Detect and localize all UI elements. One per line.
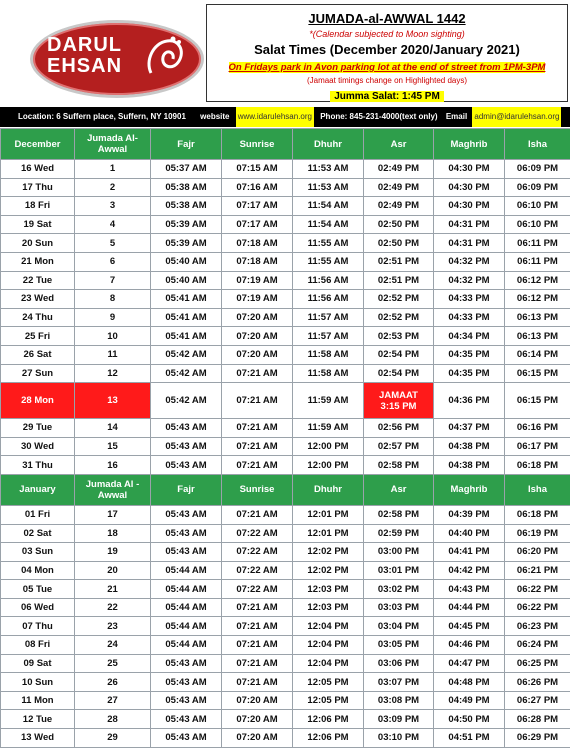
dhuhr-cell: 12:05 PM <box>293 691 364 710</box>
hijri-day-cell: 3 <box>75 197 151 216</box>
calligraphy-icon <box>143 33 187 81</box>
table-row <box>1 456 570 475</box>
column-header-isha: Isha <box>505 474 570 505</box>
isha-cell: 06:28 PM <box>505 710 570 729</box>
hijri-day-cell: 10 <box>75 327 151 346</box>
month-header: December <box>1 129 75 160</box>
email-label: Email <box>445 112 468 121</box>
isha-cell: 06:09 PM <box>505 160 570 179</box>
date-cell: 07 Thu <box>1 617 75 636</box>
location-text: Location: 6 Suffern place, Suffern, NY 10901 <box>18 112 186 121</box>
hijri-day-cell: 11 <box>75 345 151 364</box>
fajr-cell: 05:44 AM <box>151 617 222 636</box>
table-row <box>1 598 570 617</box>
sunrise-cell: 07:20 AM <box>222 710 293 729</box>
hijri-day-cell: 12 <box>75 364 151 383</box>
fajr-cell: 05:43 AM <box>151 673 222 692</box>
dhuhr-cell: 12:00 PM <box>293 437 364 456</box>
date-cell: 28 Mon <box>1 383 75 419</box>
sunrise-cell: 07:16 AM <box>222 178 293 197</box>
sunrise-cell: 07:21 AM <box>222 617 293 636</box>
isha-cell: 06:24 PM <box>505 636 570 655</box>
asr-cell: 02:53 PM <box>364 327 434 346</box>
asr-cell: 02:50 PM <box>364 234 434 253</box>
fajr-cell: 05:42 AM <box>151 383 222 419</box>
hijri-day-cell: 18 <box>75 524 151 543</box>
hijri-day-cell: 24 <box>75 636 151 655</box>
website-label: website <box>200 112 230 121</box>
isha-cell: 06:21 PM <box>505 561 570 580</box>
column-header-sunrise: Sunrise <box>222 474 293 505</box>
dhuhr-cell: 12:04 PM <box>293 654 364 673</box>
table-row <box>1 729 570 748</box>
table-row <box>1 160 570 179</box>
dhuhr-cell: 11:58 AM <box>293 364 364 383</box>
fajr-cell: 05:41 AM <box>151 308 222 327</box>
sunrise-cell: 07:18 AM <box>222 234 293 253</box>
asr-cell: 02:51 PM <box>364 252 434 271</box>
sunrise-cell: 07:17 AM <box>222 215 293 234</box>
hijri-day-cell: 19 <box>75 543 151 562</box>
sunrise-cell: 07:21 AM <box>222 364 293 383</box>
date-cell: 23 Wed <box>1 290 75 309</box>
dhuhr-cell: 12:01 PM <box>293 505 364 524</box>
hijri-day-cell: 14 <box>75 419 151 438</box>
asr-cell: 02:57 PM <box>364 437 434 456</box>
hijri-header: Jumada Al-Awwal <box>75 129 151 160</box>
table-row <box>1 543 570 562</box>
table-row <box>1 437 570 456</box>
table-row <box>1 271 570 290</box>
maghrib-cell: 04:32 PM <box>434 252 505 271</box>
dhuhr-cell: 12:02 PM <box>293 561 364 580</box>
maghrib-cell: 04:43 PM <box>434 580 505 599</box>
hijri-day-cell: 25 <box>75 654 151 673</box>
fajr-cell: 05:40 AM <box>151 252 222 271</box>
isha-cell: 06:26 PM <box>505 673 570 692</box>
isha-cell: 06:13 PM <box>505 308 570 327</box>
sunrise-cell: 07:20 AM <box>222 691 293 710</box>
date-cell: 18 Fri <box>1 197 75 216</box>
table-row <box>1 617 570 636</box>
dhuhr-cell: 11:53 AM <box>293 178 364 197</box>
column-header-maghrib: Maghrib <box>434 474 505 505</box>
maghrib-cell: 04:30 PM <box>434 160 505 179</box>
hijri-day-cell: 9 <box>75 308 151 327</box>
isha-cell: 06:25 PM <box>505 654 570 673</box>
fajr-cell: 05:43 AM <box>151 505 222 524</box>
sunrise-cell: 07:21 AM <box>222 383 293 419</box>
asr-cell: 02:58 PM <box>364 505 434 524</box>
sunrise-cell: 07:21 AM <box>222 654 293 673</box>
maghrib-cell: 04:36 PM <box>434 383 505 419</box>
isha-cell: 06:22 PM <box>505 580 570 599</box>
fajr-cell: 05:39 AM <box>151 215 222 234</box>
dhuhr-cell: 11:59 AM <box>293 383 364 419</box>
column-header-dhuhr: Dhuhr <box>293 474 364 505</box>
prayer-times-table <box>0 128 570 748</box>
isha-cell: 06:17 PM <box>505 437 570 456</box>
date-cell: 13 Wed <box>1 729 75 748</box>
table-row <box>1 252 570 271</box>
sunrise-cell: 07:21 AM <box>222 419 293 438</box>
sunrise-cell: 07:20 AM <box>222 308 293 327</box>
date-cell: 21 Mon <box>1 252 75 271</box>
maghrib-cell: 04:31 PM <box>434 215 505 234</box>
sunrise-cell: 07:22 AM <box>222 580 293 599</box>
column-header-fajr: Fajr <box>151 129 222 160</box>
date-cell: 06 Wed <box>1 598 75 617</box>
column-header-fajr: Fajr <box>151 474 222 505</box>
date-cell: 02 Sat <box>1 524 75 543</box>
maghrib-cell: 04:48 PM <box>434 673 505 692</box>
salat-times-subtitle: Salat Times (December 2020/January 2021) <box>254 42 520 57</box>
sunrise-cell: 07:17 AM <box>222 197 293 216</box>
isha-cell: 06:14 PM <box>505 345 570 364</box>
jumma-salat-time: Jumma Salat: 1:45 PM <box>330 91 444 102</box>
column-header-sunrise: Sunrise <box>222 129 293 160</box>
asr-cell: 02:49 PM <box>364 160 434 179</box>
table-row <box>1 345 570 364</box>
fajr-cell: 05:43 AM <box>151 543 222 562</box>
table-row <box>1 178 570 197</box>
hijri-day-cell: 29 <box>75 729 151 748</box>
maghrib-cell: 04:38 PM <box>434 456 505 475</box>
sunrise-cell: 07:21 AM <box>222 636 293 655</box>
hijri-day-cell: 5 <box>75 234 151 253</box>
maghrib-cell: 04:35 PM <box>434 345 505 364</box>
logo-line1: DARUL <box>47 34 122 56</box>
fajr-cell: 05:38 AM <box>151 178 222 197</box>
fajr-cell: 05:43 AM <box>151 729 222 748</box>
asr-cell: 03:07 PM <box>364 673 434 692</box>
fajr-cell: 05:43 AM <box>151 456 222 475</box>
fajr-cell: 05:37 AM <box>151 160 222 179</box>
date-cell: 01 Fri <box>1 505 75 524</box>
hijri-day-cell: 4 <box>75 215 151 234</box>
info-bar <box>0 107 570 127</box>
hijri-day-cell: 6 <box>75 252 151 271</box>
date-cell: 24 Thu <box>1 308 75 327</box>
dhuhr-cell: 11:53 AM <box>293 160 364 179</box>
fajr-cell: 05:40 AM <box>151 271 222 290</box>
fajr-cell: 05:43 AM <box>151 710 222 729</box>
table-row <box>1 673 570 692</box>
isha-cell: 06:23 PM <box>505 617 570 636</box>
darul-ehsan-logo <box>30 20 204 98</box>
date-cell: 31 Thu <box>1 456 75 475</box>
sunrise-cell: 07:18 AM <box>222 252 293 271</box>
fajr-cell: 05:43 AM <box>151 524 222 543</box>
dhuhr-cell: 12:03 PM <box>293 598 364 617</box>
isha-cell: 06:13 PM <box>505 327 570 346</box>
asr-cell: 03:10 PM <box>364 729 434 748</box>
asr-cell: 03:06 PM <box>364 654 434 673</box>
fajr-cell: 05:44 AM <box>151 636 222 655</box>
date-cell: 04 Mon <box>1 561 75 580</box>
maghrib-cell: 04:33 PM <box>434 308 505 327</box>
sunrise-cell: 07:21 AM <box>222 598 293 617</box>
dhuhr-cell: 11:57 AM <box>293 308 364 327</box>
sunrise-cell: 07:15 AM <box>222 160 293 179</box>
date-cell: 17 Thu <box>1 178 75 197</box>
isha-cell: 06:15 PM <box>505 383 570 419</box>
date-cell: 22 Tue <box>1 271 75 290</box>
asr-cell: 03:08 PM <box>364 691 434 710</box>
sunrise-cell: 07:21 AM <box>222 505 293 524</box>
asr-cell: 02:51 PM <box>364 271 434 290</box>
fajr-cell: 05:41 AM <box>151 290 222 309</box>
isha-cell: 06:09 PM <box>505 178 570 197</box>
hijri-day-cell: 17 <box>75 505 151 524</box>
isha-cell: 06:10 PM <box>505 215 570 234</box>
dhuhr-cell: 12:01 PM <box>293 524 364 543</box>
maghrib-cell: 04:44 PM <box>434 598 505 617</box>
date-cell: 25 Fri <box>1 327 75 346</box>
jamaat-timing-note: (Jamaat timings change on Highlighted days) <box>306 76 468 85</box>
date-cell: 20 Sun <box>1 234 75 253</box>
fajr-cell: 05:43 AM <box>151 419 222 438</box>
fajr-cell: 05:44 AM <box>151 580 222 599</box>
column-header-dhuhr: Dhuhr <box>293 129 364 160</box>
sunrise-cell: 07:22 AM <box>222 524 293 543</box>
date-cell: 12 Tue <box>1 710 75 729</box>
table-row <box>1 580 570 599</box>
maghrib-cell: 04:30 PM <box>434 197 505 216</box>
maghrib-cell: 04:41 PM <box>434 543 505 562</box>
maghrib-cell: 04:40 PM <box>434 524 505 543</box>
hijri-day-cell: 8 <box>75 290 151 309</box>
website-link[interactable]: www.idarulehsan.org <box>236 107 314 127</box>
maghrib-cell: 04:51 PM <box>434 729 505 748</box>
dhuhr-cell: 11:55 AM <box>293 252 364 271</box>
maghrib-cell: 04:33 PM <box>434 290 505 309</box>
isha-cell: 06:18 PM <box>505 505 570 524</box>
asr-cell: 02:49 PM <box>364 197 434 216</box>
email-link[interactable]: admin@idarulehsan.org <box>472 107 561 127</box>
hijri-day-cell: 20 <box>75 561 151 580</box>
isha-cell: 06:19 PM <box>505 524 570 543</box>
dhuhr-cell: 12:06 PM <box>293 729 364 748</box>
table-row <box>1 419 570 438</box>
date-cell: 26 Sat <box>1 345 75 364</box>
sunrise-cell: 07:19 AM <box>222 271 293 290</box>
maghrib-cell: 04:38 PM <box>434 437 505 456</box>
isha-cell: 06:18 PM <box>505 456 570 475</box>
asr-cell: 02:52 PM <box>364 308 434 327</box>
dhuhr-cell: 11:55 AM <box>293 234 364 253</box>
maghrib-cell: 04:34 PM <box>434 327 505 346</box>
asr-cell: 02:54 PM <box>364 345 434 364</box>
moon-sighting-note: *(Calendar subjected to Moon sighting) <box>309 29 465 39</box>
title-box <box>206 4 568 102</box>
hijri-day-cell: 16 <box>75 456 151 475</box>
isha-cell: 06:11 PM <box>505 234 570 253</box>
sunrise-cell: 07:21 AM <box>222 437 293 456</box>
table-row <box>1 234 570 253</box>
hijri-month-title: JUMADA-al-AWWAL 1442 <box>308 11 466 26</box>
date-cell: 27 Sun <box>1 364 75 383</box>
maghrib-cell: 04:39 PM <box>434 505 505 524</box>
isha-cell: 06:12 PM <box>505 290 570 309</box>
fajr-cell: 05:43 AM <box>151 691 222 710</box>
dhuhr-cell: 11:58 AM <box>293 345 364 364</box>
january-header-row <box>1 474 570 505</box>
dhuhr-cell: 12:03 PM <box>293 580 364 599</box>
table-row <box>1 561 570 580</box>
hijri-day-cell: 1 <box>75 160 151 179</box>
dhuhr-cell: 11:59 AM <box>293 419 364 438</box>
hijri-day-cell: 15 <box>75 437 151 456</box>
sunrise-cell: 07:22 AM <box>222 543 293 562</box>
dhuhr-cell: 12:04 PM <box>293 636 364 655</box>
asr-cell: 02:59 PM <box>364 524 434 543</box>
fajr-cell: 05:43 AM <box>151 437 222 456</box>
dhuhr-cell: 11:57 AM <box>293 327 364 346</box>
month-header: January <box>1 474 75 505</box>
maghrib-cell: 04:32 PM <box>434 271 505 290</box>
sunrise-cell: 07:20 AM <box>222 345 293 364</box>
maghrib-cell: 04:47 PM <box>434 654 505 673</box>
hijri-day-cell: 28 <box>75 710 151 729</box>
dhuhr-cell: 12:00 PM <box>293 456 364 475</box>
maghrib-cell: 04:35 PM <box>434 364 505 383</box>
asr-cell: 03:02 PM <box>364 580 434 599</box>
table-row <box>1 197 570 216</box>
maghrib-cell: 04:31 PM <box>434 234 505 253</box>
sunrise-cell: 07:21 AM <box>222 673 293 692</box>
table-row <box>1 308 570 327</box>
asr-cell: 02:49 PM <box>364 178 434 197</box>
fajr-cell: 05:38 AM <box>151 197 222 216</box>
sunrise-cell: 07:22 AM <box>222 561 293 580</box>
isha-cell: 06:12 PM <box>505 271 570 290</box>
asr-cell: 02:52 PM <box>364 290 434 309</box>
dhuhr-cell: 11:56 AM <box>293 271 364 290</box>
maghrib-cell: 04:49 PM <box>434 691 505 710</box>
maghrib-cell: 04:37 PM <box>434 419 505 438</box>
date-cell: 30 Wed <box>1 437 75 456</box>
asr-cell: 03:04 PM <box>364 617 434 636</box>
hijri-day-cell: 13 <box>75 383 151 419</box>
asr-cell: 03:01 PM <box>364 561 434 580</box>
date-cell: 16 Wed <box>1 160 75 179</box>
date-cell: 09 Sat <box>1 654 75 673</box>
logo-line2: EHSAN <box>47 55 123 77</box>
dhuhr-cell: 11:54 AM <box>293 215 364 234</box>
isha-cell: 06:20 PM <box>505 543 570 562</box>
date-cell: 19 Sat <box>1 215 75 234</box>
maghrib-cell: 04:45 PM <box>434 617 505 636</box>
isha-cell: 06:11 PM <box>505 252 570 271</box>
hijri-day-cell: 7 <box>75 271 151 290</box>
hijri-day-cell: 26 <box>75 673 151 692</box>
dhuhr-cell: 12:05 PM <box>293 673 364 692</box>
phone-text: Phone: 845-231-4000(text only) <box>320 112 438 121</box>
asr-cell: 02:50 PM <box>364 215 434 234</box>
isha-cell: 06:10 PM <box>505 197 570 216</box>
hijri-day-cell: 27 <box>75 691 151 710</box>
page-header <box>0 0 570 107</box>
hijri-day-cell: 2 <box>75 178 151 197</box>
sunrise-cell: 07:20 AM <box>222 327 293 346</box>
isha-cell: 06:15 PM <box>505 364 570 383</box>
hijri-day-cell: 21 <box>75 580 151 599</box>
table-row <box>1 710 570 729</box>
fajr-cell: 05:42 AM <box>151 364 222 383</box>
asr-cell: 02:58 PM <box>364 456 434 475</box>
asr-cell: JAMAAT 3:15 PM <box>364 383 434 419</box>
hijri-day-cell: 23 <box>75 617 151 636</box>
date-cell: 05 Tue <box>1 580 75 599</box>
table-row <box>1 364 570 383</box>
asr-cell: 03:09 PM <box>364 710 434 729</box>
asr-cell: 03:00 PM <box>364 543 434 562</box>
asr-cell: 03:05 PM <box>364 636 434 655</box>
date-cell: 29 Tue <box>1 419 75 438</box>
hijri-header: Jumada Al -Awwal <box>75 474 151 505</box>
isha-cell: 06:29 PM <box>505 729 570 748</box>
isha-cell: 06:22 PM <box>505 598 570 617</box>
table-row <box>1 524 570 543</box>
maghrib-cell: 04:42 PM <box>434 561 505 580</box>
sunrise-cell: 07:19 AM <box>222 290 293 309</box>
maghrib-cell: 04:46 PM <box>434 636 505 655</box>
maghrib-cell: 04:30 PM <box>434 178 505 197</box>
date-cell: 11 Mon <box>1 691 75 710</box>
date-cell: 08 Fri <box>1 636 75 655</box>
dhuhr-cell: 12:06 PM <box>293 710 364 729</box>
table-row <box>1 691 570 710</box>
column-header-isha: Isha <box>505 129 570 160</box>
hijri-day-cell: 22 <box>75 598 151 617</box>
date-cell: 10 Sun <box>1 673 75 692</box>
isha-cell: 06:16 PM <box>505 419 570 438</box>
table-row <box>1 654 570 673</box>
sunrise-cell: 07:20 AM <box>222 729 293 748</box>
column-header-maghrib: Maghrib <box>434 129 505 160</box>
friday-parking-note: On Fridays park in Avon parking lot at the end of street from 1PM-3PM <box>228 62 546 73</box>
table-row <box>1 636 570 655</box>
fajr-cell: 05:44 AM <box>151 561 222 580</box>
dhuhr-cell: 11:56 AM <box>293 290 364 309</box>
date-cell: 03 Sun <box>1 543 75 562</box>
dhuhr-cell: 12:04 PM <box>293 617 364 636</box>
dhuhr-cell: 11:54 AM <box>293 197 364 216</box>
table-row <box>1 505 570 524</box>
fajr-cell: 05:41 AM <box>151 327 222 346</box>
asr-cell: 02:54 PM <box>364 364 434 383</box>
column-header-asr: Asr <box>364 474 434 505</box>
dhuhr-cell: 12:02 PM <box>293 543 364 562</box>
december-header-row <box>1 129 570 160</box>
column-header-asr: Asr <box>364 129 434 160</box>
table-row <box>1 383 570 419</box>
fajr-cell: 05:39 AM <box>151 234 222 253</box>
table-row <box>1 290 570 309</box>
asr-cell: 03:03 PM <box>364 598 434 617</box>
sunrise-cell: 07:21 AM <box>222 456 293 475</box>
asr-cell: 02:56 PM <box>364 419 434 438</box>
maghrib-cell: 04:50 PM <box>434 710 505 729</box>
table-row <box>1 327 570 346</box>
isha-cell: 06:27 PM <box>505 691 570 710</box>
fajr-cell: 05:42 AM <box>151 345 222 364</box>
fajr-cell: 05:43 AM <box>151 654 222 673</box>
fajr-cell: 05:44 AM <box>151 598 222 617</box>
table-row <box>1 215 570 234</box>
